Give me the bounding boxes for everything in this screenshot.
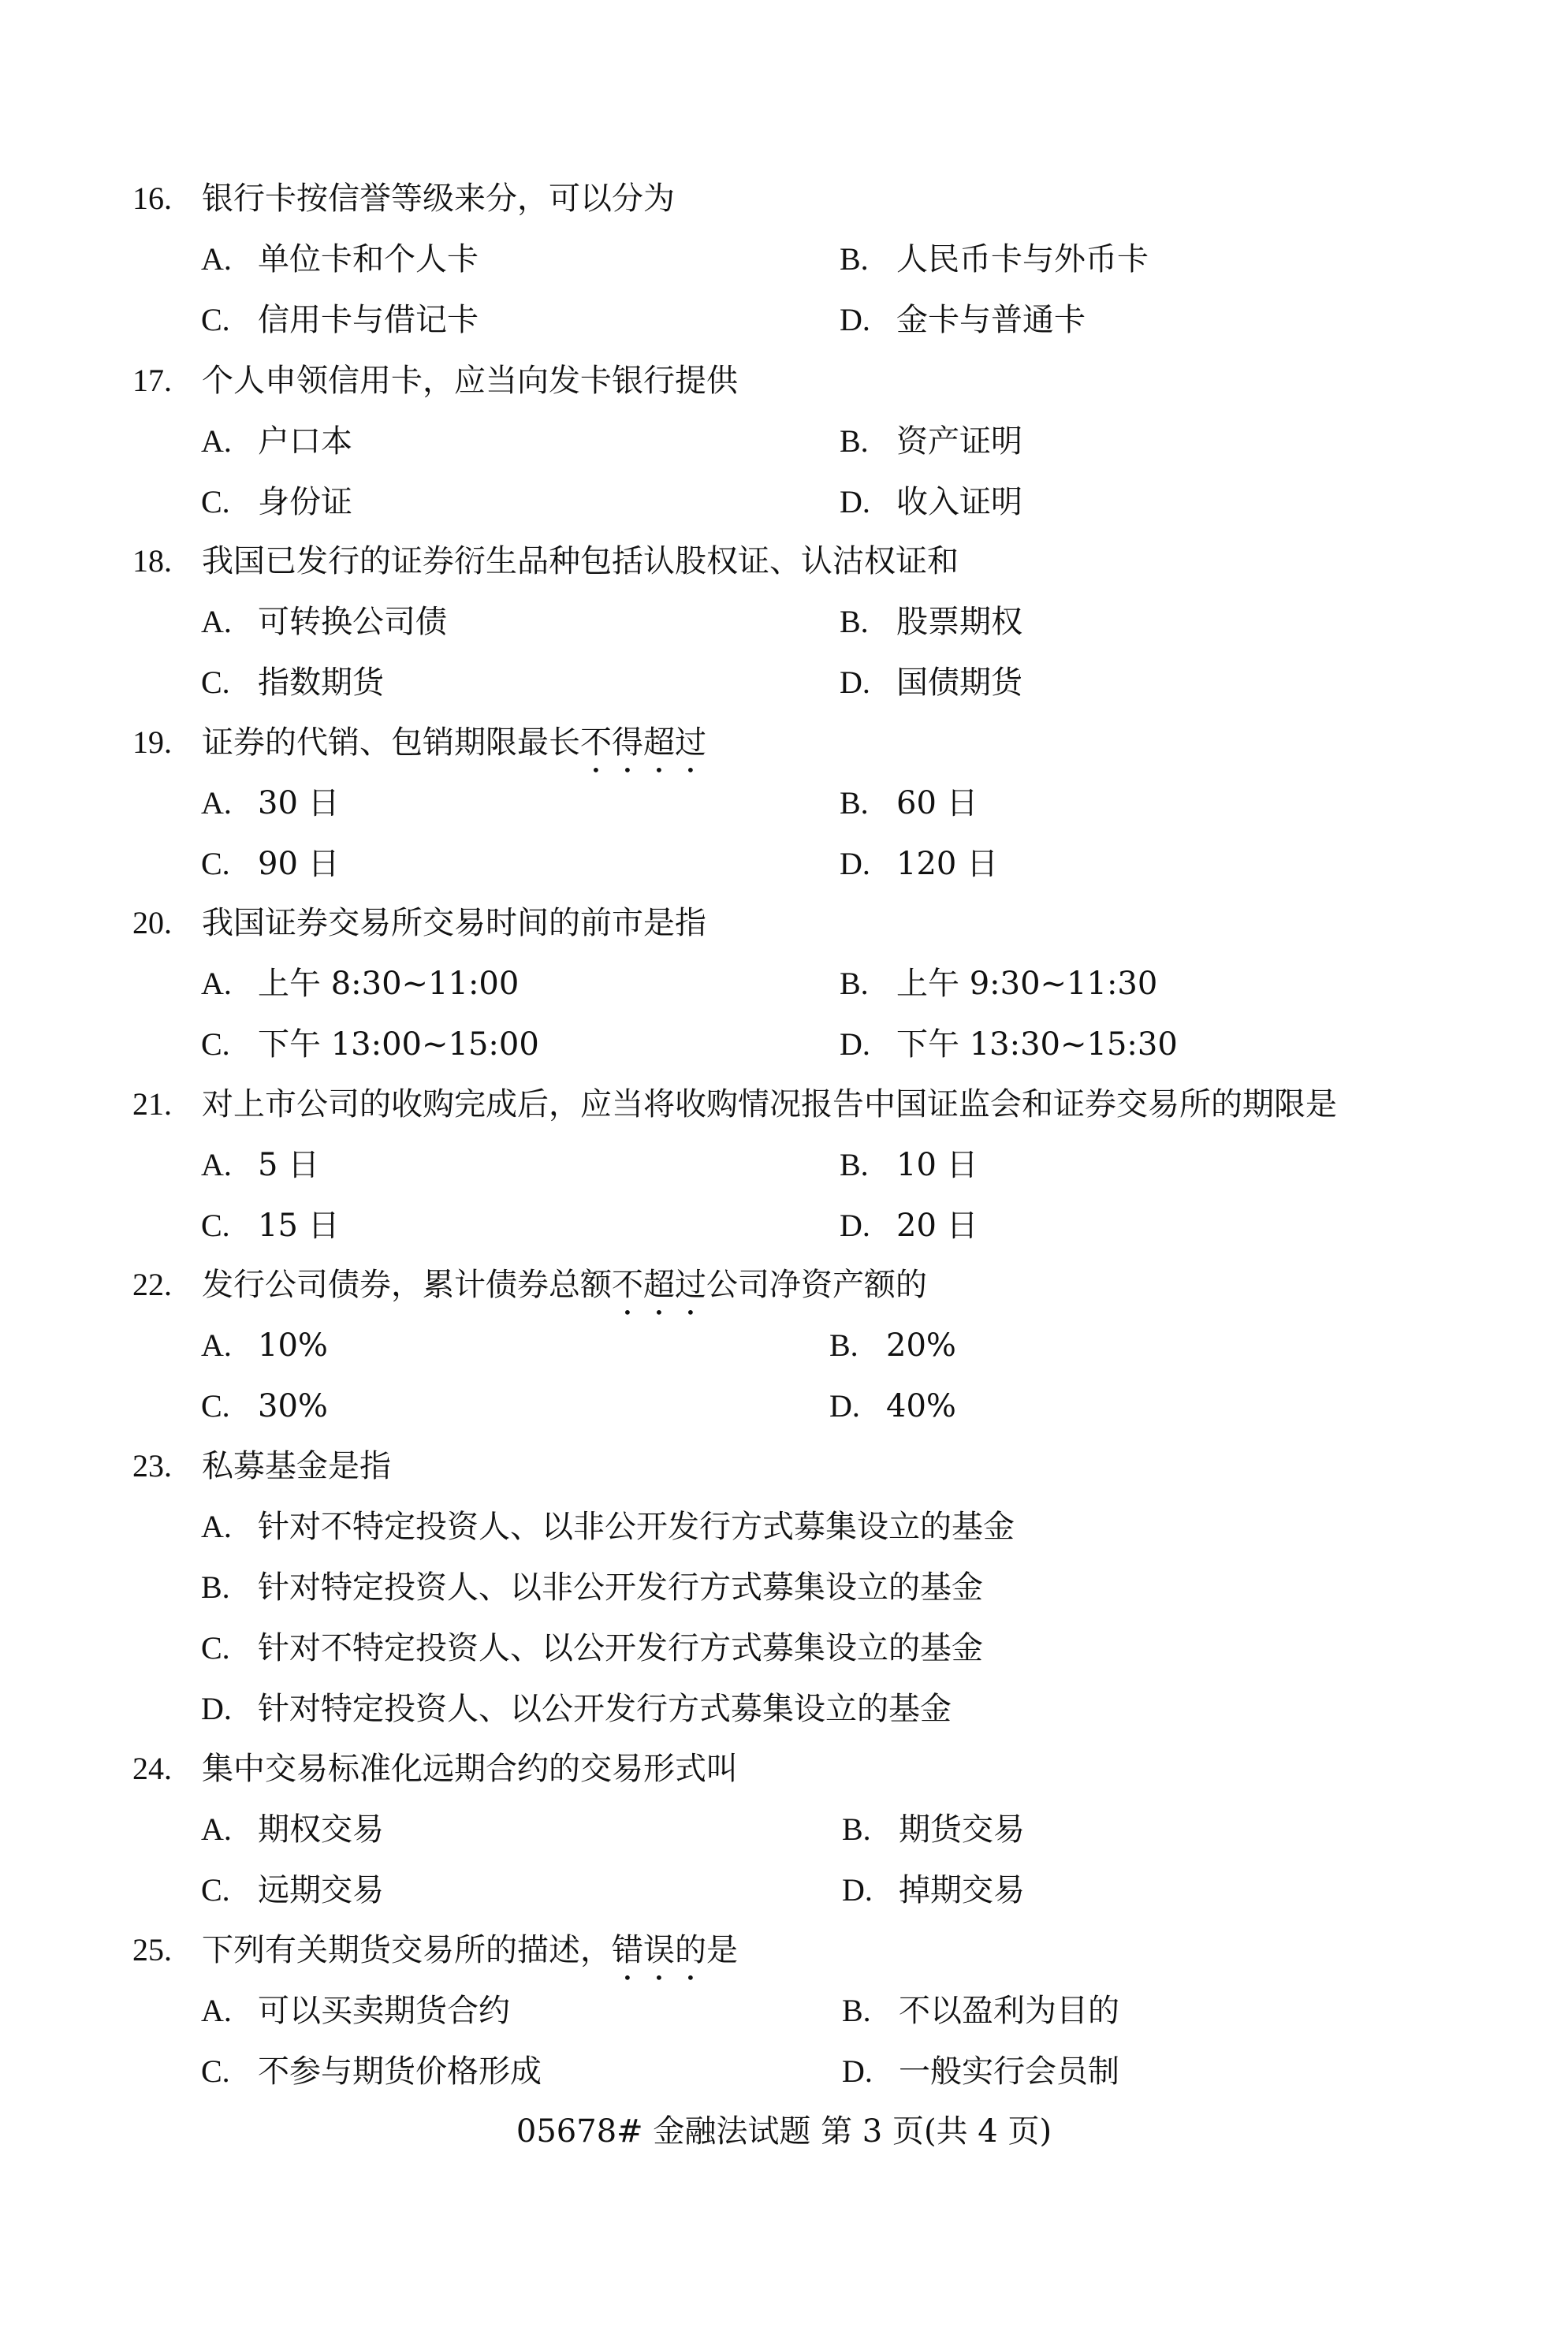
question-number: 20.	[132, 905, 172, 940]
question-number: 23.	[132, 1448, 172, 1484]
option-text: 远期交易	[258, 1872, 384, 1908]
option-text: 上午 8:30~11:00	[258, 966, 520, 1002]
option-label: D.	[840, 484, 870, 519]
option-label: B.	[840, 241, 869, 277]
option-b	[842, 1811, 1025, 1848]
option-d	[840, 1207, 978, 1245]
option-label: B.	[201, 1569, 230, 1605]
option-b	[842, 1992, 1119, 2030]
option-label: D.	[840, 1026, 870, 1062]
option-label: B.	[840, 604, 869, 639]
option-a	[201, 423, 352, 460]
option-text: 可以买卖期货合约	[258, 1993, 510, 2029]
question-18	[132, 542, 959, 580]
option-d	[829, 1387, 956, 1425]
option-text: 针对特定投资人、以公开发行方式募集设立的基金	[258, 1691, 952, 1727]
option-text: 针对不特定投资人、以公开发行方式募集设立的基金	[258, 1630, 983, 1666]
option-a	[201, 784, 340, 822]
option-b	[840, 423, 1022, 460]
option-label: C.	[201, 1872, 230, 1908]
option-label: B.	[842, 1993, 871, 2028]
option-a	[201, 965, 519, 1003]
option-text: 期货交易	[899, 1811, 1025, 1848]
question-24	[132, 1750, 738, 1788]
option-c	[201, 845, 340, 883]
option-b	[201, 1569, 983, 1606]
question-text-cont: 是	[706, 1932, 738, 1968]
option-text: 10 日	[896, 1147, 978, 1183]
option-label: C.	[201, 484, 230, 519]
option-d	[840, 483, 1022, 521]
option-text: 60 日	[896, 785, 978, 821]
option-label: C.	[201, 302, 230, 337]
option-b	[840, 603, 1022, 641]
option-c	[201, 483, 352, 521]
option-text: 20 日	[896, 1208, 978, 1244]
question-number: 18.	[132, 543, 172, 579]
option-c	[201, 1207, 340, 1245]
option-label: A.	[201, 966, 232, 1001]
question-number: 17.	[132, 363, 172, 398]
option-a	[201, 603, 447, 641]
option-text: 5 日	[258, 1147, 320, 1183]
option-c	[201, 1629, 983, 1667]
option-text: 身份证	[258, 484, 352, 520]
emphasized-text: 不得超过	[580, 724, 706, 761]
question-text: 对上市公司的收购完成后，应当将收购情况报告中国证监会和证券交易所的期限是	[202, 1086, 1337, 1122]
option-c	[201, 1871, 384, 1909]
option-a	[201, 1992, 510, 2030]
option-label: A.	[201, 1147, 232, 1182]
option-label: D.	[829, 1388, 860, 1424]
question-17	[132, 362, 738, 400]
question-text: 我国已发行的证券衍生品种包括认股权证、认沽权证和	[202, 543, 959, 579]
question-23	[132, 1447, 391, 1485]
option-label: C.	[201, 1026, 230, 1062]
option-d	[840, 1026, 1178, 1063]
option-a	[201, 1146, 319, 1184]
option-text: 20%	[886, 1327, 956, 1364]
option-label: A.	[201, 1509, 232, 1544]
option-text: 40%	[886, 1388, 956, 1424]
question-text: 发行公司债券，累计债券总额	[202, 1267, 612, 1303]
option-text: 针对不特定投资人、以非公开发行方式募集设立的基金	[258, 1509, 1015, 1545]
option-text: 掉期交易	[899, 1872, 1025, 1908]
option-text: 人民币卡与外币卡	[896, 241, 1149, 277]
option-label: D.	[842, 2053, 873, 2089]
option-b	[829, 1327, 956, 1364]
option-text: 不参与期货价格形成	[258, 2053, 542, 2090]
option-text: 期权交易	[258, 1811, 384, 1848]
option-text: 90 日	[258, 846, 340, 882]
option-text: 国债期货	[896, 665, 1022, 701]
question-16	[132, 180, 675, 218]
option-d	[840, 845, 998, 883]
question-20	[132, 904, 706, 942]
option-text: 下午 13:30~15:30	[896, 1026, 1178, 1063]
option-a	[201, 1327, 328, 1364]
option-text: 30 日	[258, 785, 340, 821]
option-label: D.	[840, 665, 870, 700]
emphasized-text: 错误的	[612, 1932, 706, 1968]
page-footer: 05678# 金融法试题 第 3 页(共 4 页)	[516, 2113, 1052, 2150]
question-text-cont: 公司净资产额的	[706, 1267, 927, 1303]
option-text: 一般实行会员制	[899, 2053, 1119, 2090]
option-label: D.	[201, 1691, 232, 1726]
question-text: 私募基金是指	[202, 1448, 391, 1484]
option-label: A.	[201, 785, 232, 821]
option-label: D.	[840, 846, 870, 881]
option-label: C.	[201, 665, 230, 700]
option-label: D.	[840, 1208, 870, 1243]
option-text: 可转换公司债	[258, 604, 447, 640]
option-d	[201, 1690, 952, 1728]
option-d	[842, 1871, 1025, 1909]
option-text: 单位卡和个人卡	[258, 241, 479, 277]
option-label: C.	[201, 2053, 230, 2089]
option-label: C.	[201, 1630, 230, 1666]
option-b	[840, 1146, 978, 1184]
option-c	[201, 2053, 542, 2090]
question-number: 21.	[132, 1086, 172, 1122]
option-label: B.	[829, 1327, 858, 1363]
option-c	[201, 301, 479, 339]
option-label: A.	[201, 423, 232, 459]
option-a	[201, 1508, 1015, 1546]
option-c	[201, 1026, 539, 1063]
option-label: B.	[840, 785, 869, 821]
option-text: 不以盈利为目的	[899, 1993, 1119, 2029]
option-label: A.	[201, 604, 232, 639]
option-text: 股票期权	[896, 604, 1022, 640]
option-text: 上午 9:30~11:30	[896, 966, 1158, 1002]
option-label: A.	[201, 241, 232, 277]
option-a	[201, 1811, 384, 1848]
option-text: 针对特定投资人、以非公开发行方式募集设立的基金	[258, 1569, 983, 1606]
question-text: 证券的代销、包销期限最长	[202, 724, 580, 761]
option-label: B.	[840, 966, 869, 1001]
option-text: 30%	[258, 1388, 328, 1424]
option-text: 信用卡与借记卡	[258, 302, 479, 338]
question-22	[132, 1266, 927, 1322]
question-text: 集中交易标准化远期合约的交易形式叫	[202, 1751, 738, 1787]
question-21	[132, 1085, 1337, 1123]
question-number: 25.	[132, 1932, 172, 1968]
question-25	[132, 1931, 738, 1987]
emphasized-text: 不超过	[612, 1267, 706, 1303]
question-text: 银行卡按信誉等级来分，可以分为	[202, 181, 675, 217]
option-label: A.	[201, 1993, 232, 2028]
question-text: 我国证券交易所交易时间的前市是指	[202, 905, 706, 941]
option-c	[201, 1387, 328, 1425]
question-number: 16.	[132, 181, 172, 216]
question-number: 19.	[132, 724, 172, 760]
question-19	[132, 724, 706, 780]
option-label: C.	[201, 846, 230, 881]
option-text: 资产证明	[896, 423, 1022, 460]
option-label: A.	[201, 1811, 232, 1847]
option-text: 15 日	[258, 1208, 340, 1244]
option-text: 金卡与普通卡	[896, 302, 1086, 338]
option-label: B.	[840, 1147, 869, 1182]
question-number: 24.	[132, 1751, 172, 1786]
option-c	[201, 664, 384, 702]
option-label: B.	[842, 1811, 871, 1847]
option-b	[840, 965, 1157, 1003]
option-label: D.	[840, 302, 870, 337]
option-b	[840, 240, 1149, 278]
option-label: A.	[201, 1327, 232, 1363]
option-d	[842, 2053, 1119, 2090]
question-text: 个人申领信用卡，应当向发卡银行提供	[202, 363, 738, 399]
option-d	[840, 301, 1086, 339]
option-text: 120 日	[896, 846, 999, 882]
option-d	[840, 664, 1022, 702]
option-label: C.	[201, 1208, 230, 1243]
option-label: D.	[842, 1872, 873, 1908]
option-text: 户口本	[258, 423, 352, 460]
option-text: 下午 13:00~15:00	[258, 1026, 539, 1063]
option-text: 10%	[258, 1327, 328, 1364]
question-number: 22.	[132, 1267, 172, 1302]
option-text: 指数期货	[258, 665, 384, 701]
option-text: 收入证明	[896, 484, 1022, 520]
option-label: C.	[201, 1388, 230, 1424]
question-text: 下列有关期货交易所的描述，	[202, 1932, 612, 1968]
option-label: B.	[840, 423, 869, 459]
option-b	[840, 784, 978, 822]
option-a	[201, 240, 479, 278]
